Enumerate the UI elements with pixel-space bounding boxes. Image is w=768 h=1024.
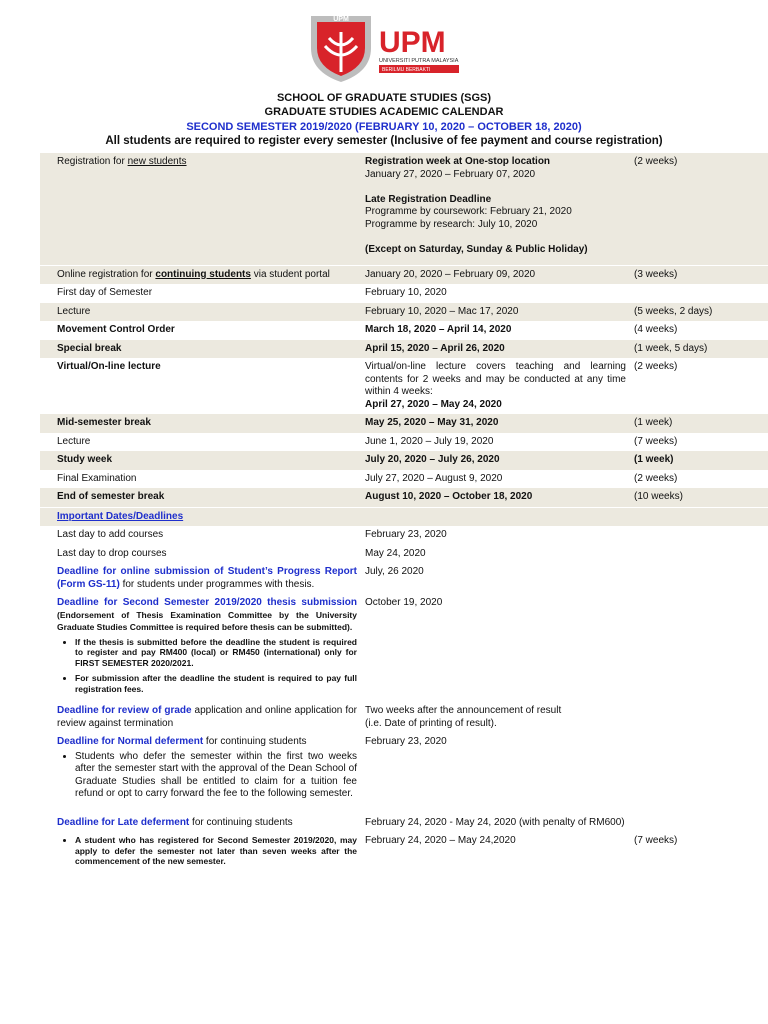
section-header-row: [40, 507, 768, 526]
svg-text:UPM: UPM: [333, 16, 349, 23]
list-item: • For submission after the deadline the student is required to pay full registration fees.: [75, 673, 357, 694]
svg-text:BERILMU BERBAKTI: BERILMU BERBAKTI: [382, 67, 431, 73]
table-row: Deadline for review of grade application and online application for review against termination Two weeks after the announcement of result (i.e. Date of printing of result).: [57, 705, 562, 729]
upm-wordmark: UPM: [379, 26, 446, 59]
school-title: SCHOOL OF GRADUATE STUDIES (SGS): [276, 92, 492, 104]
table-row: Last day to drop courses May 24, 2020: [57, 547, 426, 559]
table-row: Special break April 15, 2020 – April 26, 2020 (1 week, 5 days): [40, 340, 768, 359]
table-row: Final Examination July 27, 2020 – August 9, 2020 (2 weeks): [57, 472, 678, 484]
academic-calendar-table: [40, 153, 768, 875]
table-row: Virtual/On-line lecture Virtual/on-line lecture covers teaching and learning contents for 2 weeks and may be conducted at any time within 4 weeks: April 27, 2020 – May 24, 2020 (2 weeks): [57, 361, 678, 410]
table-row: Registration for new students Registration week at One-stop location January 27, 2020 – February 07, 2020 Late Registration Deadline Programme by coursework: February 21, 2020 Programme by research: July 10, 2020 (Except on Saturday, Sunday & Public Holiday) (2 weeks): [40, 153, 768, 265]
continuing-students-link[interactable]: continuing students: [155, 268, 251, 280]
table-row: End of semester break August 10, 2020 – October 18, 2020 (10 weeks): [40, 488, 768, 507]
table-row: Deadline for Second Semester 2019/2020 thesis submission (Endorsement of Thesis Examination Committee by the University Graduate Studies Committee is required before thesis can be submitted). • If the thesis is submitted before the deadline the student is required to register and pay RM400 (local) or RM450 (international) only for FIRST SEMESTER 2020/2021. • For submission after the deadline the student is required to pay full registration fees. October 19, 2020: [40, 594, 768, 702]
important-dates-heading: Important Dates/Deadlines: [40, 507, 361, 526]
svg-text:UNIVERSITI PUTRA MALAYSIA: UNIVERSITI PUTRA MALAYSIA: [379, 58, 459, 64]
table-row: Lecture February 10, 2020 – Mac 17, 2020 (5 weeks, 2 days): [40, 303, 768, 322]
list-item: • A student who has registered for Second Semester 2019/2020, may apply to defer the semester not later than seven weeks after the commencement of the new semester.: [75, 835, 357, 867]
table-row: Deadline for Late deferment for continuing students February 24, 2020 - May 24, 2020 (with penalty of RM600): [57, 816, 625, 828]
table-row: Study week July 20, 2020 – July 26, 2020 (1 week): [40, 451, 768, 470]
table-row: Deadline for online submission of Student’s Progress Report (Form GS-11) for students under programmes with thesis. July, 26 2020: [57, 566, 424, 590]
table-row: Mid-semester break May 25, 2020 – May 31, 2020 (1 week): [40, 414, 768, 433]
table-row: • A student who has registered for Second Semester 2019/2020, may apply to defer the semester not later than seven weeks after the commencement of the new semester. February 24, 2020 – May 24,2020 (7 weeks): [40, 832, 768, 875]
table-row: Lecture June 1, 2020 – July 19, 2020 (7 weeks): [57, 435, 678, 447]
table-row: Movement Control Order March 18, 2020 – April 14, 2020 (4 weeks): [57, 324, 678, 335]
registration-notice: All students are required to register every semester (Inclusive of fee payment and course registration): [105, 135, 663, 147]
calendar-title: GRADUATE STUDIES ACADEMIC CALENDAR: [264, 106, 504, 118]
list-item: • If the thesis is submitted before the deadline the student is required to register and pay RM400 (local) or RM450 (international) only for FIRST SEMESTER 2020/2021.: [75, 637, 357, 669]
semester-title: SECOND SEMESTER 2019/2020 (FEBRUARY 10, 2020 – OCTOBER 18, 2020): [186, 121, 582, 133]
new-students-link[interactable]: new students: [127, 156, 187, 167]
upm-logo: [309, 12, 469, 84]
table-row: First day of Semester February 10, 2020: [57, 287, 447, 298]
table-row: Online registration for continuing students via student portal January 20, 2020 – February 09, 2020 (3 weeks): [40, 265, 768, 284]
table-row: Deadline for Normal deferment for continuing students • Students who defer the semester within the first two weeks after the semester start with the approval of the Dean School of Graduate Studies shall be entitled to claim for a tuition fee refund or opt to carry forward the fee to the following semester. February 23, 2020: [40, 733, 768, 809]
list-item: • Students who defer the semester within the first two weeks after the semester start with the approval of the Dean School of Graduate Studies shall be entitled to claim for a tuition fee refund or opt to carry forward the fee to the following semester.: [75, 751, 357, 801]
table-row: Last day to add courses February 23, 2020: [57, 529, 447, 540]
